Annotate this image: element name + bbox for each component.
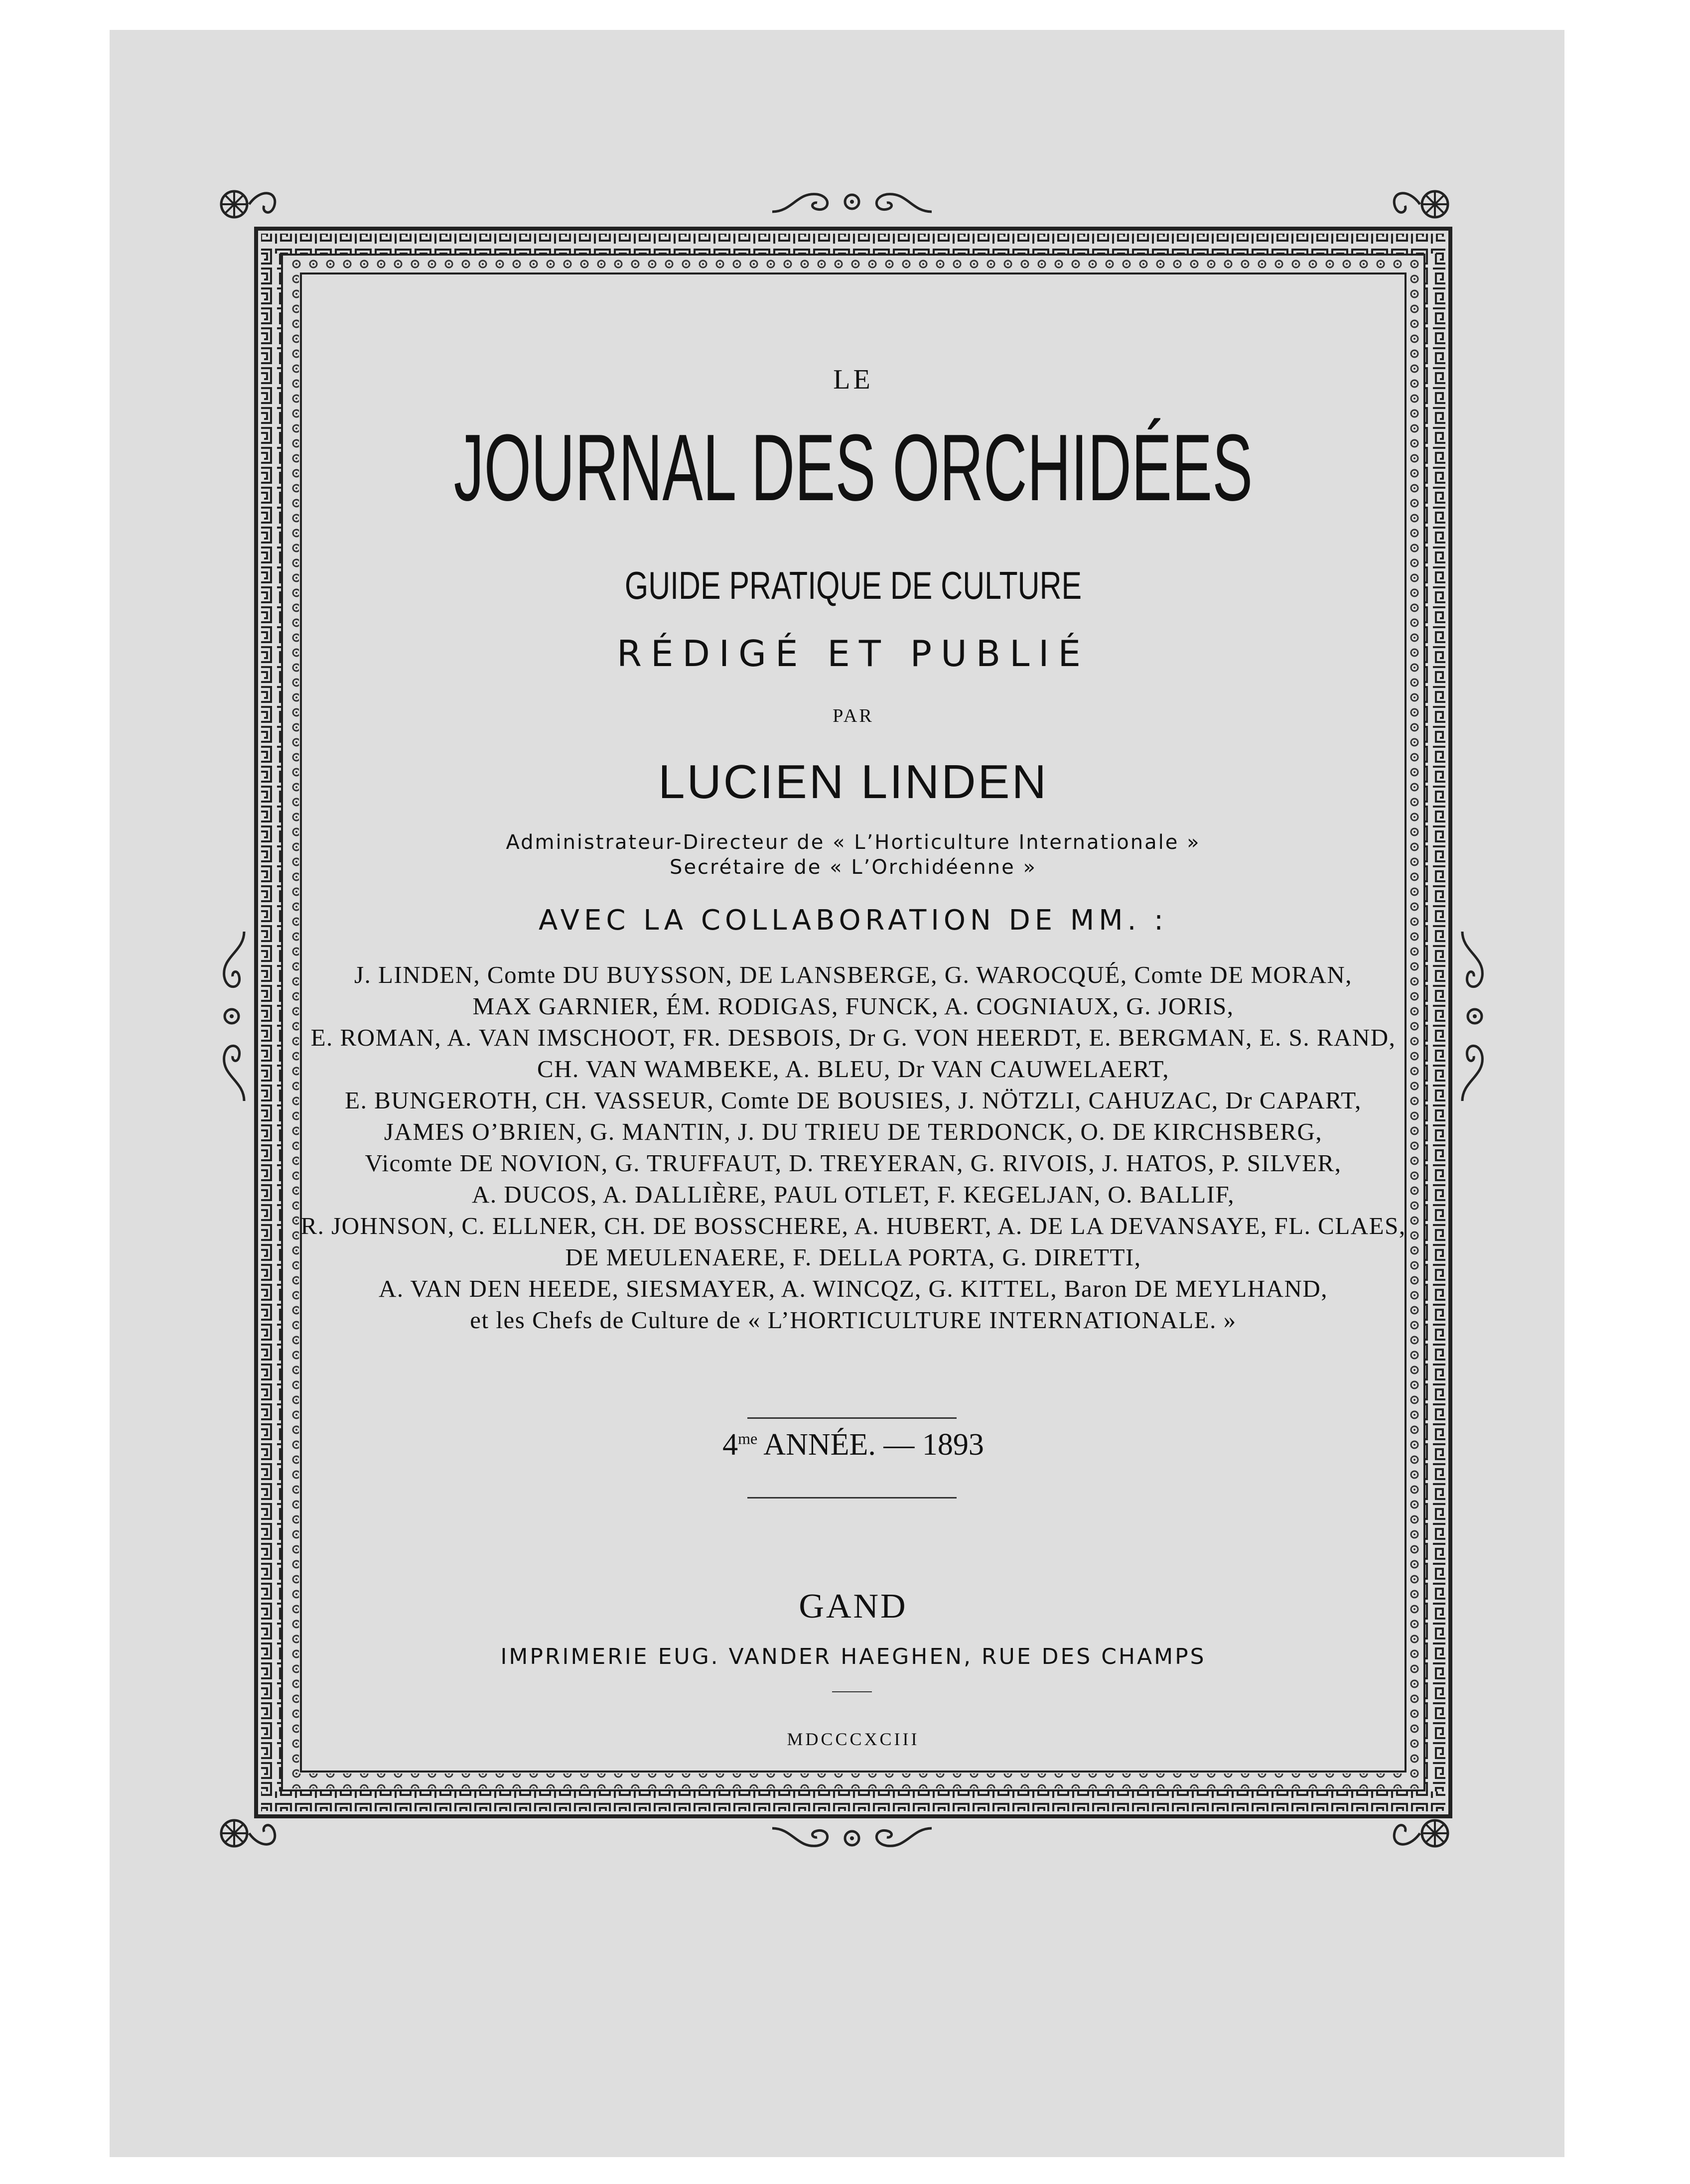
journal-title: JOURNAL DES ORCHIDÉES [453,415,1253,521]
contributor-line: DE MEULENAERE, F. DELLA PORTA, G. DIRETTI, [565,1243,1141,1271]
contributor-line: R. JOHNSON, C. ELLNER, CH. DE BOSSCHERE, A. HUBERT, A. DE LA DEVANSAYE, FL. CLAES, [300,1212,1406,1239]
corner-ornament-bottom-left [214,1801,289,1861]
roman-year: MDCCCXCIII [787,1729,920,1749]
contributor-line: et les Chefs de Culture de « L’HORTICULTURE INTERNATIONALE. » [470,1306,1237,1334]
contributor-line: Vicomte DE NOVION, G. TRUFFAUT, D. TREYERAN, G. RIVOIS, J. HATOS, P. SILVER, [365,1149,1342,1177]
contributor-line: E. BUNGEROTH, CH. VASSEUR, Comte DE BOUSIES, J. NÖTZLI, CAHUZAC, Dr CAPART, [345,1087,1362,1114]
edited-line: RÉDIGÉ ET PUBLIÉ [616,633,1090,675]
by-line: PAR [833,705,874,726]
right-side-scroll-ornament [1452,922,1497,1111]
publication-city: GAND [799,1587,908,1626]
author-role-2: Secrétaire de « L’Orchidéenne » [670,856,1037,879]
author-role-1: Administrateur-Directeur de « L’Horticulture Internationale » [506,831,1201,854]
collaboration-heading: AVEC LA COLLABORATION DE MM. : [538,904,1168,937]
contributor-line: MAX GARNIER, ÉM. RODIGAS, FUNCK, A. COGNIAUX, G. JORIS, [472,992,1234,1020]
printer-line: IMPRIMERIE EUG. VANDER HAEGHEN, RUE DES CHAMPS [500,1644,1206,1669]
corner-ornament-top-right [1380,177,1455,237]
contributor-line: A. VAN DEN HEEDE, SIESMAYER, A. WINCQZ, G. KITTEL, Baron DE MEYLHAND, [378,1275,1328,1302]
volume-suffix: me [738,1429,758,1448]
contributors-list [274,959,1432,1336]
corner-ornament-top-left [214,177,289,237]
top-center-scroll-ornament [762,182,942,222]
subtitle: GUIDE PRATIQUE DE CULTURE [624,563,1082,607]
left-side-scroll-ornament [209,922,254,1111]
volume-number: 4 [722,1428,738,1462]
contributor-line: A. DUCOS, A. DALLIÈRE, PAUL OTLET, F. KEGELJAN, O. BALLIF, [472,1181,1235,1208]
corner-ornament-bottom-right [1380,1801,1455,1861]
contributor-line: JAMES O’BRIEN, G. MANTIN, J. DU TRIEU DE TERDONCK, O. DE KIRCHSBERG, [384,1118,1323,1145]
author-name: LUCIEN LINDEN [658,755,1048,809]
bottom-center-scroll-ornament [762,1818,942,1858]
divider-bottom [747,1497,957,1499]
title-article: LE [833,364,873,395]
divider-top [747,1417,957,1419]
contributor-line: E. ROMAN, A. VAN IMSCHOOT, FR. DESBOIS, Dr G. VON HEERDT, E. BERGMAN, E. S. RAND, [310,1024,1396,1051]
volume-year [299,1427,1408,1463]
contributor-line: J. LINDEN, Comte DU BUYSSON, DE LANSBERGE, G. WAROCQUÉ, Comte DE MORAN, [354,961,1352,988]
volume-year-text: ANNÉE. — 1893 [763,1428,984,1462]
contributor-line: CH. VAN WAMBEKE, A. BLEU, Dr VAN CAUWELAERT, [537,1055,1170,1083]
small-divider [832,1691,872,1692]
